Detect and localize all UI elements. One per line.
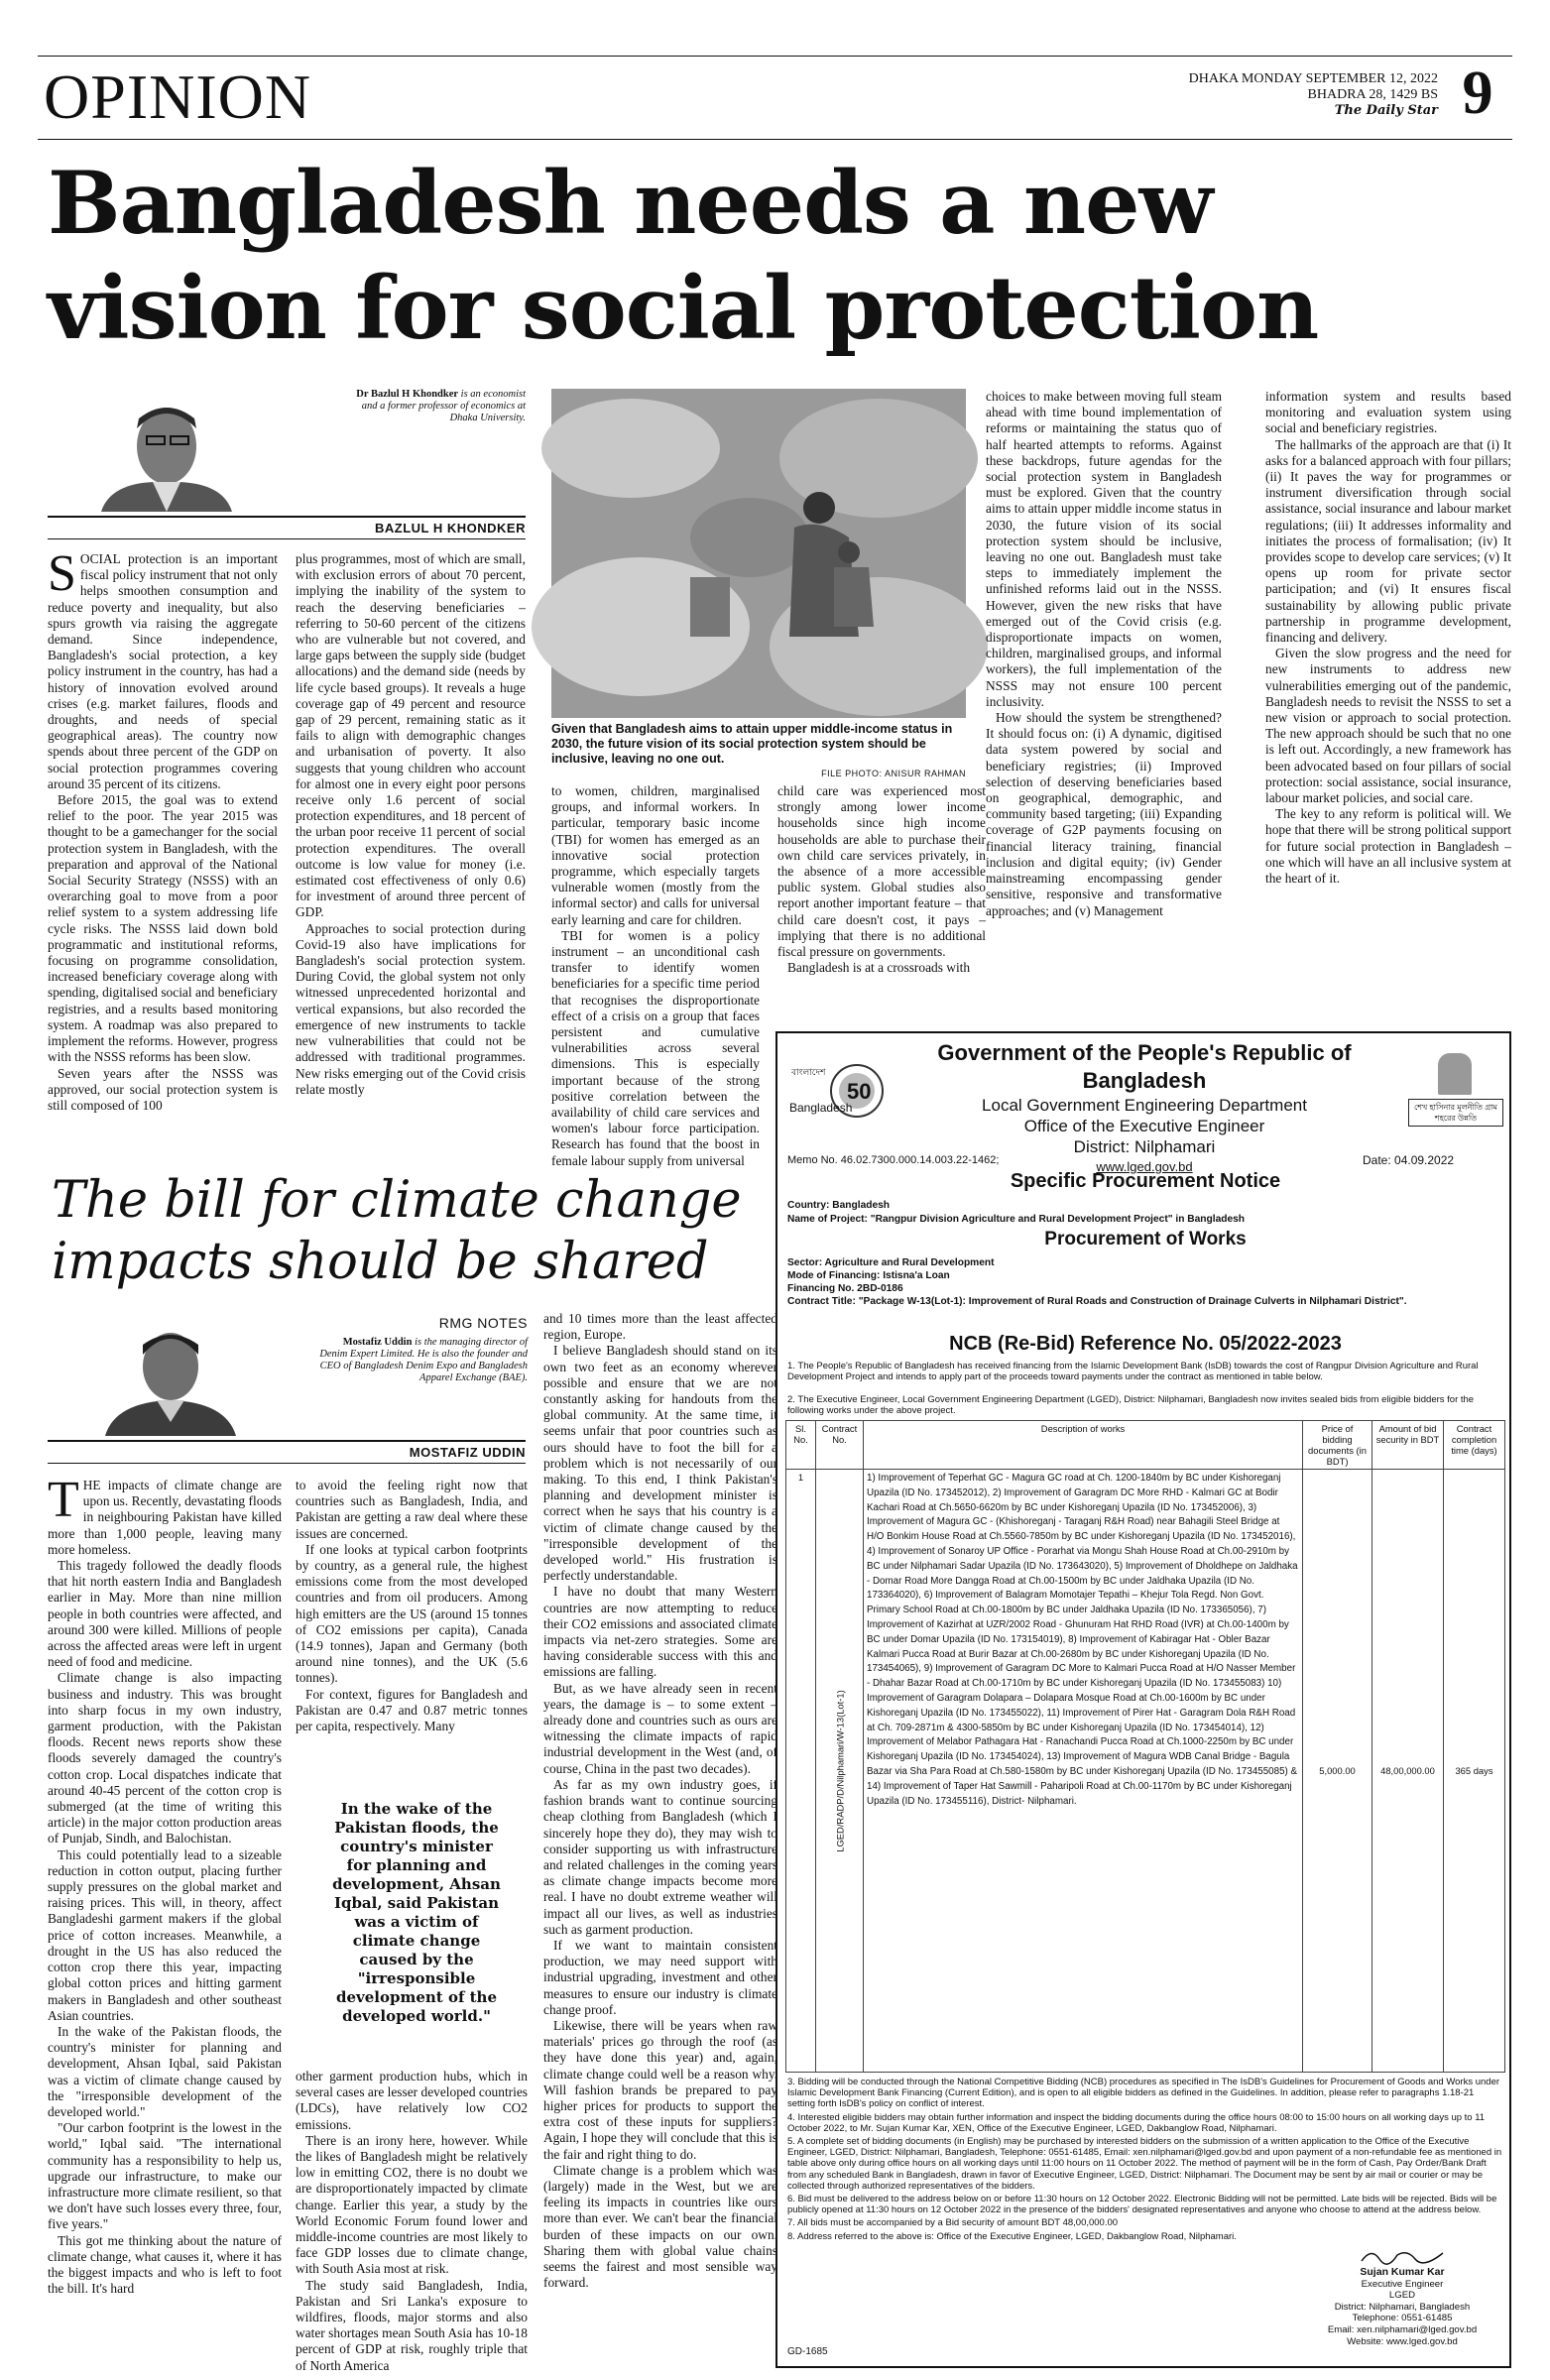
term-item: 8. Address referred to the above is: Office of the Executive Engineer, LGED, Dakbanglow Road, Nilphamari. [787,2230,1237,2242]
logo-number: 50 [847,1079,872,1104]
article1-column-1 [48,545,278,1162]
paragraph: This tragedy followed the deadly floods that hit north eastern India and Bangladesh earlier in May. More than nine million people in both countries were affected, and around 300 were killed. Millions of people across the affected areas were left in urgent need of food and medicine. [48,1558,282,1670]
th-security: Amount of bid security in BDT [1372,1421,1444,1470]
paragraph: plus programmes, most of which are small, with exclusion errors of about 70 percent, implying the inability of the system to reach the deserving beneficiaries – referring to 50-60 percent of the citizens who are vulnerable but not covered, and large gaps between the supply side (budget allocations) and the demand side (needs by life cycle based groups). It reveals a huge coverage gap of 49 percent and resource gap of 29 percent, remaining static as it fails to align with demographic changes and urbanisation of poverty. It also suggests that young children who account for almost one in every eight poor persons receive only 1.6 percent of social protection expenditures, and 18 percent of the urban poor receive 11 percent of social protection expenditures. The overall outcome is low value for money (i.e. estimated cost effectiveness of only 0.6) for investment of around three percent of GDP. [296,551,526,920]
page-number: 9 [1462,60,1493,127]
paragraph: Likewise, there will be years when raw materials' prices go through the roof (as they have done this year) and, again, climate change could well be a reason why. Will fashion brands be prepared to pay higher prices for products to support the extra cost of these inputs for suppliers? Again, I hope they will conclude that this is the fair and right thing to do. [543,2017,777,2162]
ncb-reference: NCB (Re-Bid) Reference No. 05/2022-2023 [949,1333,1342,1355]
article2-column-2b [296,2069,528,2373]
byline-khondker: BAZLUL H KHONDKER [48,516,526,539]
article2-column-2a [296,1478,528,1785]
notice-financing-no: Financing No. 2BD-0186 [787,1283,903,1294]
article2-column-1 [48,1472,282,2350]
paragraph: If one looks at typical carbon footprints by country, as a general rule, the highest emissions come from the most developed countries and from oil producers. Among high emitters are the US (around 15 tonnes of CO2 emissions per capita), Canada (14.9 tonnes), Japan and Germany (both around nine tonnes), and the UK (5.6 tonnes). [296,1541,528,1686]
govt-name: Government of the People's Republic of Bangladesh [937,1040,1352,1093]
paragraph: Bangladesh is at a crossroads with [787,960,971,976]
notice-financing-mode: Mode of Financing: Istisna'a Loan [787,1270,950,1281]
paragraph: to women, children, marginalised groups, and informal workers. In particular, temporary basic income (TBI) for women has emerged as an innovative social protection programme, which especially targets vulnerable women (mostly from the informal sector) and calls for universal early learning and care for children. [551,783,760,927]
memo-number: Memo No. 46.02.7300.000.14.003.22-1462; [787,1154,1000,1166]
article1-column-3 [551,783,760,1168]
article1-column-2 [296,551,526,1162]
paragraph: Climate change is a problem which was (largely) made in the West, but we are feeling its impacts in countries like ours more than ever. We can't bear the financial burden of these impacts on our own. Sharing them with global value chains seems the fairest and most sensible way forward. [543,2162,777,2291]
paragraph: and 10 times more than the least affected region, Europe. [543,1311,777,1343]
notice-terms [787,2077,1503,2242]
dropcap-s: S [48,545,76,602]
article1-column-6 [1265,389,1511,1012]
notice-right-badge [1408,1053,1503,1136]
paragraph: Climate change is also impacting business and industry. This was brought into sharp focus in my own industry, garment production, with the Pakistan floods. Recent news reports show these floods severely damaged the country's cotton crop. Local dispatches indicate that around 40-45 percent of the cotton crop is submerged (at the time of writing this article) in the major cotton production areas of Punjab, Sindh, and Balochistan. [48,1670,282,1846]
paragraph: other garment production hubs, which in several cases are lesser developed countries (LDCs), have relatively low CO2 emissions. [296,2069,528,2132]
signer-email[interactable]: Email: xen.nilphamari@lged.gov.bd [1327,2323,1478,2335]
masthead-rule [38,139,1512,140]
paragraph: Given the slow progress and the need for new instruments to address new vulnerabilities emerging out of the pandemic, Bangladesh needs to revisit the NSSS to set a new vision or approach to social protection. The new approach should be such that no one is left out. Accordingly, a new framework has been advocated based on four pillars of social protection: social assistance, social insurance, labour market policies, and social care. [1265,646,1511,806]
article2-headline [52,1170,785,1293]
paper-name: The Daily Star [1334,103,1438,118]
author-note-uddin [317,1337,528,1384]
date-line: DHAKA MONDAY SEPTEMBER 12, 2022 [1188,71,1438,86]
th-price: Price of bidding documents (in BDT) [1303,1421,1372,1470]
paragraph: But, as we have already seen in recent years, the damage is – to some extent – already done and countries such as ours are witnessing the climate impacts of rapid industrial development in the West (and, of course, China in the past two decades). [543,1680,777,1776]
paragraph: HE impacts of climate change are upon us. Recently, devastating floods in neighbouring Pakistan have killed more than 1,000 people, leaving many more homeless. [48,1478,282,1557]
signer-name: Sujan Kumar Kar [1360,2266,1445,2278]
paragraph: to avoid the feeling right now that countries such as Bangladesh, India, and Pakistan are getting a raw deal where these issues are concerned. [296,1478,528,1541]
paragraph: Before 2015, the goal was to extend relief to the poor. The year 2015 was thought to be a gamechanger for the social protection system in Bangladesh, with the preparation and approval of the National Social Security Strategy (NSSS) with an overarching goal to move from a poor relief system to a system addressing life cycle risks. The NSSS laid down bold programmatic and institutional reforms, focusing on programme consolidation, increased beneficiary coverage along with spending, digitalised social and beneficiary registries, and a results based monitoring system. A roadmap was also prepared to implement the reforms. However, progress with the NSSS reforms has been slow. [48,792,278,1065]
paragraph: In the wake of the Pakistan floods, the country's minister for planning and development, Ahsan Iqbal, said Pakistan was a victim of climate change caused by the "irresponsible development of the developed world." [48,2023,282,2119]
th-days: Contract completion time (days) [1444,1421,1505,1470]
paragraph: I believe Bangladesh should stand on its own two feet as an economy wherever possible and ensure that we are not constantly asking for handouts from the global community. At the same time, it seems unfair that poor countries such as ours should have to foot the bill for a problem which is not necessarily of our making. To this end, I think Pakistan's planning and development minister is correct when he says that his country is a victim of climate change caused by the "irresponsible development of the developed world." His frustration is perfectly understandable. [543,1343,777,1584]
article1-photo-credit: FILE PHOTO: ANISUR RAHMAN [821,769,966,778]
term-item: 5. A complete set of bidding documents (in English) may be purchased by interested bidders on the submission of a written application to the Office of the Executive Engineer, LGED, District: Nilphamari, Bangladesh, Telephone: 0551-61485, Email: xen.nilphamari@lged.gov.bd and upon payment of a non-refundable fee as mentioned in table above only during office hours on all working days until 11:00 hours on 11 October 2022. The method of payment will be in the form of Cash, Pay Order/Bank Draft from any scheduled Bank in Bangladesh, drawn in favor of Executive Engineer, LGED, District: Nilphamari. The Document may be sent by air mail or courier or may be collected through authorized representatives of the bidders. [787,2136,1502,2192]
term-item: 6. Bid must be delivered to the address below on or before 11:30 hours on 12 October 2022. Electronic Bidding will not be permitted. Late bids will be rejected. Bids will be publicly opened at 11:30 hours on 12 October 2022 in the presence of the bidders' designated representatives and anyone who choose to attend at the address below. [787,2194,1497,2216]
masthead-date [1131,71,1438,119]
logo-text: Bangladesh [789,1101,853,1115]
signer-website[interactable]: Website: www.lged.gov.bd [1347,2335,1458,2347]
notice-project: Name of Project: "Rangpur Division Agriculture and Rural Development Project" in Bangladesh [787,1214,1246,1225]
pm-portrait-icon [1438,1053,1472,1095]
dept-name: Local Government Engineering Department [982,1096,1307,1115]
author-photo-khondker [91,389,242,512]
paragraph: How should the system be strengthened? It should focus on: (i) A dynamic, digitised data system powered by social and beneficiary registries; (ii) Improved selection of deserving beneficiaries based on geographical, demographic, and community based targeting; (iii) Expanding coverage of G2P payments focusing on financial literacy training, financial inclusion and digital equity; (iv) Gender mainstreaming encompassing gender sensitive, responsive and transformative approaches; and (v) Management [986,710,1222,918]
cell-description: 1) Improvement of Teperhat GC - Magura GC road at Ch. 1200-1840m by BC under Kishoreganj Upazila (ID No. 173452012), 2) Improvement of Garagram DC More RHD - Kalmari GC at Bodir Kachari Road at Ch.5650-6620m by BC under Kishoreganj Upazila (ID No. 173452006), 3) Improvement of Magura GC - (Khishoreganj - Taraganj R&H Road) near Bahagili Steel Bridge at H/O Bonkim House Road at Ch.5560-7850m by BC under Kishoreganj Upazila (ID No. 173452016), 4) Improvement of Sonaroy UP Office - Porarhat via Mongu Shah House Road at Ch.00-2910m by BC under Nilphamari Sadar Upazila (ID No. 173643020), 5) Improvement of Dholdhepe on Jaldhaka - Domar Road More Dangga Road at Ch.00-1500m by BC under Jaldhaka Upazila (ID No. 173364020), 6) Improvement of Balagram Momotajer Tepathi – Khejur Tola Regd. Non Govt. Primary School Road at Ch.00-1800m by BC under Jaldhaka Upazila (ID No. 173365056), 7) Improvement of Kazirhat at UZR/2002 Road - Ghunuram Hat RHD Road (IVR) at Ch.00-1400m by BC under Domar Upazila (ID No. 173154019), 8) Improvement of Kabiragar Hat - Obler Bazar Kalmari Pucca Road at Burir Bazar at Ch.00-2680m by BC under Kishoreganj Upazila (ID No. 173454065), 9) Improvement of Garagram DC More to Kalmari Pucca Road at H/O Nasser Member - Dhahar Bazar Road at Ch.00-1710m by BC under Kishoreganj Upazila (ID No. 173455083) 10) Improvement of Garagram Dolapara – Dolapara Mosque Road at Ch.00-1600m by BC under Kishoreganj Upazila (ID No. 173455022), 11) Improvement of Pirer Hat - Garagram Dola R&H Road at Ch. 709-2871m & 4300-5850m by BC under Kishoreganj Upazila (ID No. 173454014), 12) Improvement of Melabor Pathagara Hat - Ranachandi Pucca Road at Ch.1000-2250m by BC under Kishoreganj Upazila (ID No. 173454024), 13) Improvement of Magura WDB Canal Bridge - Bagula Bazar via Sha Para Road at Ch.580-1580m by BC under Kishoreganj Upazila (ID No. 173455085) & 14) Improvement of Taper Hat Sawmill - Paharipoli Road at Ch.00-1170m by BC under Kishoreganj Upazila (ID No. 173455116), District- Nilphamari. [864,1470,1303,2073]
signature-mark [1358,2245,1447,2267]
notice-date: Date: 04.09.2022 [1363,1153,1455,1167]
cell-sl: 1 [786,1470,816,2073]
article1-photo [551,389,966,718]
th-contract: Contract No. [816,1421,864,1470]
signer-org: LGED [1388,2290,1416,2302]
headline-line-1: Bangladesh needs a new [48,152,1213,254]
paragraph: The key to any reform is political will. We hope that there will be strong political support for future social protection in Bangladesh – one which will have an all inclusive system at the heart of it. [1265,806,1511,887]
notice-para-1: 1. The People's Republic of Bangladesh has received financing from the Islamic Development Bank (IsDB) towards the cost of Rangpur Division Agriculture and Rural Development Project and intends to apply part of the proceeds toward payments under the contract as mentioned in table below. [787,1361,1479,1383]
author-note-name: Mostafiz Uddin [342,1337,413,1348]
article2-column-3 [543,1311,777,2350]
paragraph: choices to make between moving full steam ahead with time bound implementation of reforms or maintaining the status quo of half hearted attempts to reforms. Against these backdrops, future agendas for the social protection system in Bangladesh must be explored. Given that the country aims to attain upper middle income status in 2030, the future vision of its social protection system should be inclusive, leaving no one out. Bangladesh must take steps to immediately implement the unfinished reforms laid out in the NSSS. However, given the new risks that have emerged out of the Covid crisis (e.g. disproportionate impacts on women, children, marginalised groups, and informal workers), the full implementation of the NSSS may not ensure 100 percent inclusivity. [986,389,1222,709]
paragraph: This could potentially lead to a sizeable reduction in cotton output, placing further supply pressures on the global market and raising prices. This will, in theory, affect Bangladeshi garment makers if the global price of cotton increases. Meanwhile, a drought in the US has also reduced the cotton crop there this year, impacting global cotton prices and hitting garment makers in Bangladesh and other southeast Asian countries. [48,1846,282,2023]
notice-sector: Sector: Agriculture and Rural Development [787,1257,995,1268]
article1-column-5 [986,389,1222,1012]
term-item: 3. Bidding will be conducted through the National Competitive Bidding (NCB) procedures as specified in The IsDB's Guidelines for Procurement of Goods and Works under Islamic Development Bank Financing (Current Edition), and is open to all eligible bidders as defined in the Guidelines. In addition, please refer to paragraphs 1.18-21 setting forth IsDB's policy on conflict of interest. [787,2077,1500,2110]
notice-title: Specific Procurement Notice [1010,1170,1281,1192]
website-link[interactable]: www.lged.gov.bd [1096,1159,1193,1174]
byline-uddin: MOSTAFIZ UDDIN [48,1440,526,1464]
works-table-wrap [785,1420,1505,2073]
works-table [785,1420,1505,2073]
article1-column-4 [777,783,986,1012]
paragraph: The study said Bangladesh, India, Pakistan and Sri Lanka's exposure to wildfires, floods, major storms and also water shortages mean South Asia has 10-18 percent of GDP at risk, roughly triple that of North America [296,2277,528,2373]
notice-para-2: 2. The Executive Engineer, Local Government Engineering Department (LGED), District: Nilphamari, Bangladesh now invites sealed bids from eligible bidders for the following works under the above project. [787,1394,1475,1417]
badge-text: শেখ হাসিনার মূলনীতি গ্রাম শহরের উন্নতি [1408,1099,1503,1127]
notice-logo [789,1053,885,1132]
bangla-date-line: BHADRA 28, 1429 BS [1307,87,1438,102]
th-sl: Sl. No. [786,1421,816,1470]
author-note-text: is an economist and a former professor of economics at Dhaka University. [361,389,526,423]
procurement-notice [775,1031,1511,2368]
paragraph: The hallmarks of the approach are that (i) It asks for a balanced approach with four pillars; (ii) It paves the way for programmes or instrument diversification through social assistance, social insurance and labour market regulations; (iii) It addresses informality and initiates the process of formalisation; (iv) It provides scope to develop care services; (v) It opens up room for private sector participation; and (vi) It ensures fiscal sustainability by allowing public private partnership in programme development, financing and delivery. [1265,436,1512,646]
signer-district: District: Nilphamari, Bangladesh [1334,2301,1471,2313]
cell-security: 48,00,000.00 [1372,1470,1444,2073]
section-title: OPINION [44,61,312,132]
gd-number: GD-1685 [787,2346,828,2357]
paragraph: Seven years after the NSSS was approved, our social protection system is still composed of 100 [48,1065,278,1113]
table-header-row [786,1421,1505,1470]
notice-country: Country: Bangladesh [787,1200,891,1211]
top-rule [38,56,1512,57]
svg-text:বাংলাদেশ: বাংলাদেশ [791,1068,826,1078]
office-name: Office of the Executive Engineer [1023,1117,1265,1135]
headline-line-2: impacts should be shared [52,1233,709,1291]
paragraph: TBI for women is a policy instrument – an unconditional cash transfer to identify women beneficiaries for a specific time period that recognises the disproportionate effect of a crisis on a group that faces persistent and cumulative vulnerabilities across several dimensions. This is especially important because of the strong positive correlation between the availability of child care services and women's labour force participation. Research has found that the boost in female labour supply from universal [551,927,760,1168]
paragraph: child care was experienced most strongly among lower income households since high income households are able to purchase their own child care services privately, in the absence of a more accessible public system. Global studies also report another important feature – that child care doesn't cost, it pays – implying that there is no additional fiscal pressure on governments. [777,783,986,960]
article1-headline [48,151,1436,361]
signer-telephone: Telephone: 0551-61485 [1352,2313,1453,2324]
notice-contract-title: Contract Title: "Package W-13(Lot-1): Improvement of Rural Roads and Construction of Drainage Culverts in Nilphamari District". [787,1296,1407,1307]
district-name: District: Nilphamari [1073,1137,1216,1156]
cell-price: 5,000.00 [1303,1470,1372,2073]
paragraph: OCIAL protection is an important fiscal policy instrument that not only helps smoothen consumption and reduce poverty and inequality, but also spurs growth via raising the aggregate demand. Since independence, Bangladesh's social protection, a key policy instrument in the country, has had a history of innovation evolved around crises (e.g. market failures, floods and droughts, and needs of special geographical areas). The country now spends about three percent of the GDP on social protection programmes covering around 35 percent of its citizens. [48,551,278,791]
signature-block [1303,2245,1501,2347]
cell-days: 365 days [1444,1470,1505,2073]
headline-line-2: vision for social protection [48,257,1319,359]
table-row [786,1470,1505,2073]
cell-contract [816,1470,864,2073]
author-photo-uddin [91,1311,250,1436]
paragraph: As far as my own industry goes, if fashion brands want to continue sourcing cheap clothing from Bangladesh (which I sincerely hope they do), they may wish to consider supporting us with infrastructure and related challenges in the coming years as climate change impacts become more real. I have no doubt extreme weather will impact all our lives, as well as industries such as garment production. [543,1776,777,1937]
column-name-rmg-notes: RMG NOTES [438,1315,528,1331]
paragraph: "Our carbon footprint is the lowest in the world," Iqbal said. "The international community has a responsibility to help us, upgrade our infrastructure, to make our infrastructure more climate resilient, so that we don't have such losses every three, four, five years." [48,2120,282,2232]
procurement-title: Procurement of Works [1044,1229,1247,1250]
paragraph: Approaches to social protection during Covid-19 also have implications for Bangladesh's social protection system. During Covid, the global system not only witnessed unprecedented horizontal and vertical expansions, but also recorded the emergence of new instruments to tackle new vulnerabilities that could not be addressed with traditional programmes. New risks emerging out of the Covid crisis relate mostly [296,920,526,1097]
pull-quote: In the wake of the Pakistan floods, the country's minister for planning and development, Ahsan Iqbal, said Pakistan was a victim of climate change caused by the "irresponsible development of the developed world." [332,1800,501,2025]
paragraph: information system and results based monitoring and evaluation system using social and beneficiary registries. [1265,389,1511,436]
paragraph: There is an irony here, however. While the likes of Bangladesh might be relatively low in emitting CO2, there is no doubt we are disproportionately impacted by climate change. Earlier this year, a study by the World Economic Forum found lower and middle-income countries are most likely to face GDP losses due to climate change, with South Asia most at risk. [296,2132,528,2277]
paragraph: For context, figures for Bangladesh and Pakistan are 0.47 and 0.87 metric tonnes per capita, respectively. Many [296,1686,528,1734]
term-item: 7. All bids must be accompanied by a Bid security of amount BDT 48,00,000.00 [787,2217,1119,2229]
dropcap-t: T [48,1472,79,1528]
headline-line-1: The bill for climate change [52,1171,742,1230]
paragraph: This got me thinking about the nature of climate change, what causes it, where it has the biggest impacts and who is left to foot the bill. It's hard [48,2232,282,2297]
author-note-khondker [347,389,526,424]
author-note-text: is the managing director of Denim Expert Limited. He is also the founder and CEO of Bangladesh Denim Expo and Bangladesh Apparel Exchange (BAE). [319,1337,528,1383]
paragraph: If we want to maintain consistent production, we may need support with industrial upgrading, investment and other measures to ensure our industry is climate change proof. [543,1937,777,2017]
author-note-name: Dr Bazlul H Khondker [356,389,459,400]
signer-title: Executive Engineer [1361,2278,1444,2290]
article1-photo-caption: Given that Bangladesh aims to attain upper middle-income status in 2030, the future vision of its social protection system should be inclusive, leaving no one out. [551,722,953,766]
contract-number-rotated: LGED/RADP/D/Nilphamari/W-13(Lot-1) [834,1689,845,1852]
term-item: 4. Interested eligible bidders may obtain further information and inspect the bidding documents during the office hours 08:00 to 15:00 hours on all working days up to 11 October 2022, to Mr. Sujan Kumar Kar, XEN, Office of the Executive Engineer, LGED, Dakbanglow Road, Nilphamari. [787,2111,1486,2134]
paragraph: I have no doubt that many Western countries are now attempting to reduce their CO2 emissions and associated climate impacts via net-zero strategies. Some are having considerable success with this and emissions are falling. [543,1584,777,1680]
th-description: Description of works [864,1421,1303,1470]
